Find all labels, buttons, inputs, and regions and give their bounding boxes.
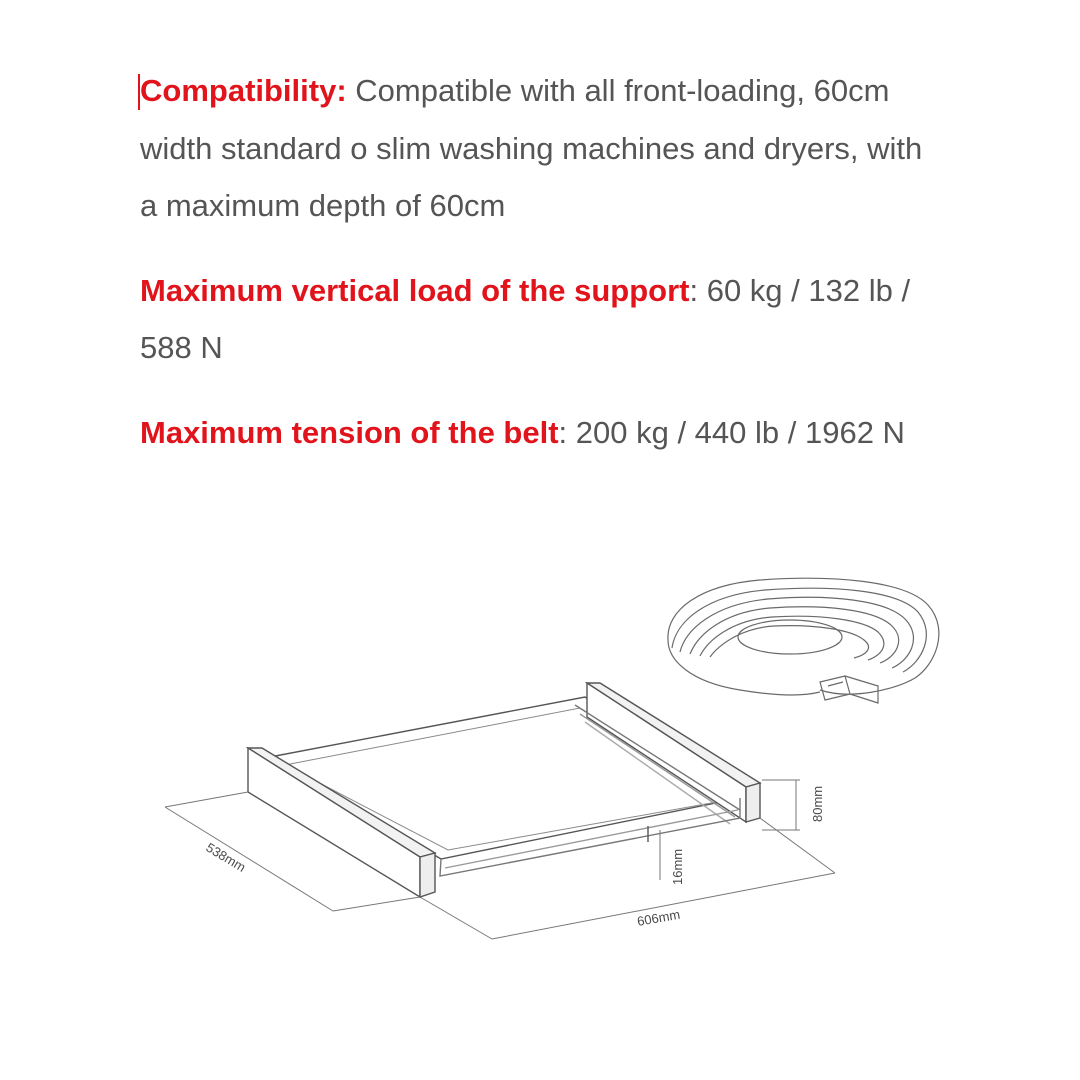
rolled-strap-icon [668,578,939,703]
rail-height-dimension-label: 16mm [670,848,685,885]
spec-belt-tension-label: Maximum tension of the belt [140,414,559,450]
width-dimension-label: 606mm [635,906,682,929]
spec-compatibility-text: Compatible with all front-loading, 60cm width standard o slim washing machines and dryers, with a maximum depth of 60cm [140,73,923,223]
spec-belt-tension-text: : 200 kg / 440 lb / 1962 N [558,414,905,450]
spec-vertical-load-label: Maximum vertical load of the support [140,272,690,308]
spec-compatibility-label: Compatibility: [140,73,347,108]
spec-vertical-load-text: : 60 kg / 132 lb / 588 N [140,272,911,365]
depth-dimension-label: 538mm [203,839,249,875]
side-height-dimension-label: 80mm [810,785,825,822]
